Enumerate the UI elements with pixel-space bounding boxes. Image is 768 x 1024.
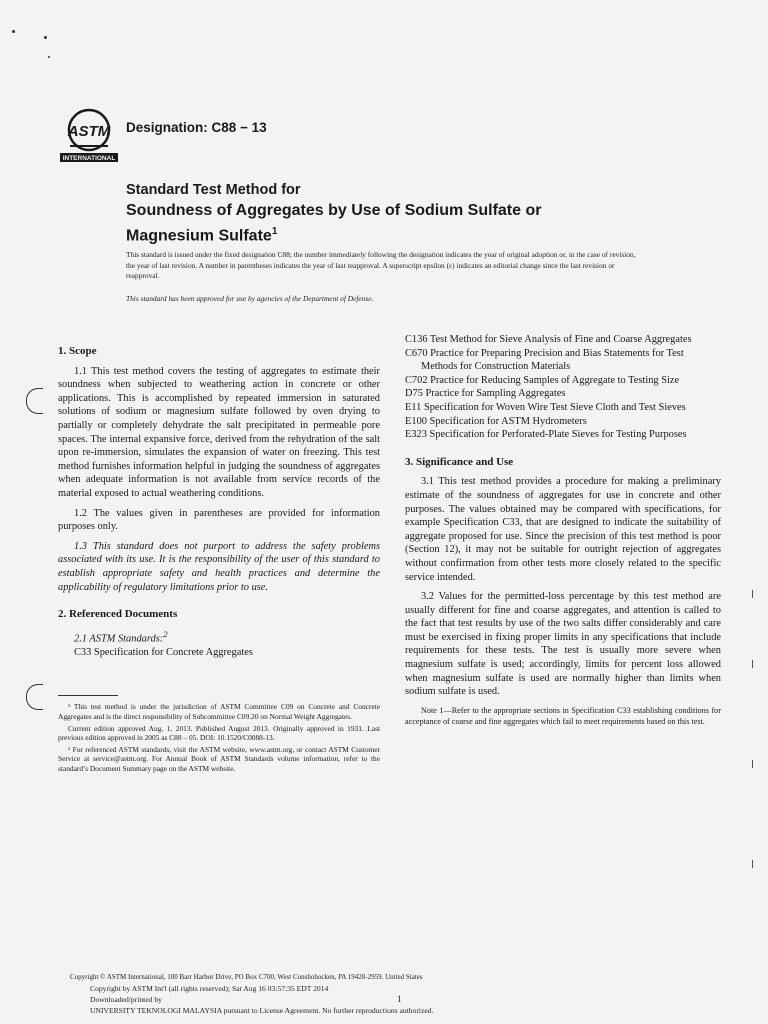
- reference-item: C33 Specification for Concrete Aggregates: [74, 646, 253, 658]
- astm-standards-label: [58, 628, 380, 646]
- logo-text: ASTM: [67, 123, 111, 140]
- left-column: [58, 345, 380, 776]
- reference-item: E323 Specification for Perforated-Plate Sieves for Testing Purposes: [405, 429, 687, 441]
- astm-logo: [58, 106, 120, 168]
- footnote-2: ² For referenced ASTM standards, visit the ASTM website, www.astm.org, or contact ASTM Customer Service at service@astm.org. For Annual Book of ASTM Standards volume information, refer to the standard’s Document Summary page on the ASTM website.: [58, 744, 380, 773]
- document-title: [126, 182, 626, 246]
- scan-speck: [44, 36, 47, 39]
- reference-item: E100 Specification for ASTM Hydrometers: [405, 415, 587, 427]
- right-column: [405, 333, 721, 733]
- designation: Designation: C88 − 13: [126, 120, 267, 135]
- paragraph-1-3: 1.3 This standard does not purport to address the safety problems associated with its use. It is the responsibility of the user of this standard to establish appropriate safety and health practices and determine the applicability of regulatory limitations prior to use.: [58, 540, 380, 593]
- footnotes: [58, 702, 380, 773]
- footnote-1-edition: Current edition approved Aug. 1, 2013. Published August 2013. Originally approved in 1931. Last previous edition approved in 2005 as C88 – 05. DOI: 10.1520/C0088-13.: [58, 723, 380, 743]
- page-footer: [70, 972, 710, 1016]
- reference-item: C136 Test Method for Sieve Analysis of Fine and Coarse Aggregates: [405, 334, 692, 345]
- punch-hole: [26, 684, 43, 710]
- footer-copyright: Copyright © ASTM International, 100 Barr Harbor Drive, PO Box C700, West Conshohocken, PA 19428-2959. United States: [70, 973, 423, 981]
- paragraph-3-1: 3.1 This test method provides a procedure for making a preliminary estimate of the soundness of aggregates for use in concrete and other purposes. The values obtained may be compared with specifications, for example Specification C33, that are designed to indicate the suitability of aggregate proposed for use. Since the precision of this test method is poor (Section 12), it may not be suitable for outright rejection of aggregates without confirmation from other tests more closely related to the specific service intended.: [405, 476, 721, 583]
- paragraph-3-2: 3.2 Values for the permitted-loss percentage by this test method are usually different for fine and coarse aggregates, and attention is called to the fact that test results by use of the two salts differ considerably and care must be exercised in fixing proper limits in any specifications that include requirements for these tests. The test is usually more severe when magnesium sulfate is used; accordingly, limits for percent loss allowed when magnesium sulfate is used are normally higher than limits when sodium sulfate is used.: [405, 591, 721, 698]
- scan-speck: [12, 30, 15, 33]
- scan-mark: [752, 590, 753, 598]
- footer-university: UNIVERSITY TEKNOLOGI MALAYSIA pursuant to License Agreement. No further reproductions authorized.: [90, 1006, 434, 1015]
- title-line-2: [126, 200, 626, 246]
- section-heading-referenced: 2. Referenced Documents: [58, 608, 178, 621]
- section-heading-significance: 3. Significance and Use: [405, 455, 514, 468]
- reference-item: E11 Specification for Woven Wire Test Sieve Cloth and Test Sieves: [405, 401, 686, 413]
- scan-mark: [752, 760, 753, 768]
- scan-mark: [752, 860, 753, 868]
- footnote-divider: [58, 695, 118, 696]
- logo-subtext: INTERNATIONAL: [62, 155, 116, 162]
- paragraph-1-2: 1.2 The values given in parentheses are provided for information purposes only.: [58, 507, 380, 533]
- footnote-1: ¹ This test method is under the jurisdiction of ASTM Committee C09 on Concrete and Concrete Aggregates and is the direct responsibility of Subcommittee C09.20 on Normal Weight Aggregates.: [58, 702, 380, 721]
- defense-approval-notice: This standard has been approved for use by agencies of the Department of Defense.: [126, 294, 374, 303]
- title-main: Soundness of Aggregates by Use of Sodium Sulfate or Magnesium Sulfate: [126, 202, 542, 245]
- section-heading-scope: 1. Scope: [58, 345, 97, 357]
- reference-item: D75 Practice for Sampling Aggregates: [405, 388, 566, 400]
- scan-mark: [752, 660, 753, 668]
- punch-hole: [26, 388, 43, 414]
- reference-list: [405, 333, 721, 442]
- footer-license-copyright: Copyright by ASTM Int'l (all rights reserved); Sat Aug 16 03:57:35 EDT 2014: [90, 984, 329, 993]
- title-line-1: Standard Test Method for: [126, 182, 301, 198]
- scan-speck: [48, 56, 50, 58]
- footer-downloaded: Downloaded/printed by: [90, 995, 162, 1004]
- reference-item: C702 Practice for Reducing Samples of Aggregate to Testing Size: [405, 374, 680, 386]
- paragraph-1-1: 1.1 This test method covers the testing of aggregates to estimate their soundness when subjected to weathering action in concrete or other applications. This is accomplished by repeated immersion in saturated solutions of sodium or magnesium sulfate followed by oven drying to partially or completely dehydrate the salt precipitated in permeable pore spaces. The internal expansive force, derived from the rehydration of the salt upon re-immersion, simulates the expansion of water on freezing. This test method furnishes information helpful in judging the soundness of aggregates when adequate information is not available from service records of the material exposed to actual weathering conditions.: [58, 365, 380, 499]
- designation-notice: This standard is issued under the fixed designation C88; the number immediately following the designation indicates the year of original adoption or, in the case of revision, the year of last revision. A number in parentheses indicates the year of last reapproval. A superscript epsilon (ε) indicates an editorial change since the last revision or reapproval.: [126, 250, 636, 280]
- astm-standards-text: 2.1 ASTM Standards:: [74, 633, 164, 645]
- page-number: 1: [397, 994, 402, 1004]
- reference-item: C670 Practice for Preparing Precision and Bias Statements for Test Methods for Construction Materials: [405, 347, 684, 373]
- astm-standards-footnote-mark: 2: [163, 628, 168, 639]
- note-1: Note 1—Refer to the appropriate sections in Specification C33 establishing conditions for acceptance of coarse and fine aggregates which fail to meet requirements based on this test.: [405, 705, 721, 726]
- title-footnote-mark: 1: [271, 226, 278, 237]
